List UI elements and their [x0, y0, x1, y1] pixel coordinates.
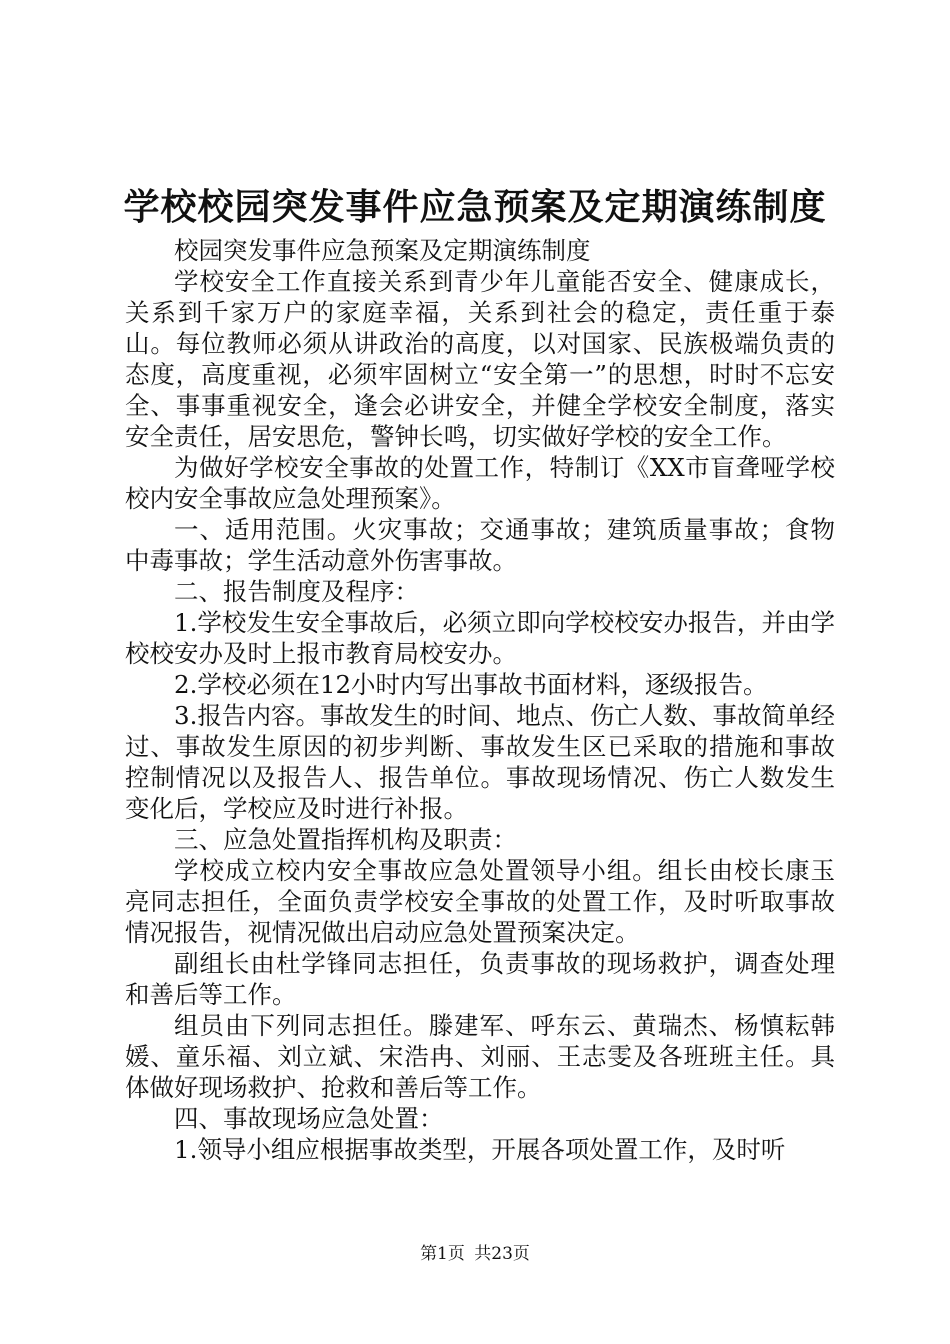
page-footer: [0, 1243, 950, 1265]
page-number: 第1页: [420, 1244, 465, 1264]
paragraph-intro: 学校安全工作直接关系到青少年儿童能否安全、健康成长，关系到千家万户的家庭幸福，关系到社会的稳定，责任重于泰山。每位教师必须从讲政治的高度，以对国家、民族极端负责的态度，高度重视，必须牢固树立“安全第一”的思想，时时不忘安全、事事重视安全，逢会必讲安全，并健全学校安全制度，落实安全责任，居安思危，警钟长鸣，切实做好学校的安全工作。: [125, 267, 835, 451]
paragraph-members: 组员由下列同志担任。滕建军、呼东云、黄瑞杰、杨慎耘韩媛、童乐福、刘立斌、宋浩冉、刘丽、王志雯及各班班主任。具体做好现场救护、抢救和善后等工作。: [125, 1011, 835, 1102]
paragraph-onsite-1: 1.领导小组应根据事故类型，开展各项处置工作，及时听: [174, 1135, 786, 1164]
page-total: 共23页: [474, 1244, 530, 1264]
heading-reporting: 二、报告制度及程序：: [174, 577, 419, 606]
paragraph-subtitle: 校园突发事件应急预案及定期演练制度: [174, 236, 591, 265]
document-body: [125, 235, 835, 1165]
paragraph-report-1: 1.学校发生安全事故后，必须立即向学校校安办报告，并由学校校安办及时上报市教育局校安办。: [125, 608, 835, 668]
paragraph-report-2: 2.学校必须在12小时内写出事故书面材料，逐级报告。: [174, 670, 768, 699]
paragraph-purpose: 为做好学校安全事故的处置工作，特制订《XX市盲聋哑学校校内安全事故应急处理预案》。: [125, 453, 835, 513]
paragraph-report-3: 3.报告内容。事故发生的时间、地点、伤亡人数、事故简单经过、事故发生原因的初步判断、事故发生区已采取的措施和事故控制情况以及报告人、报告单位。事故现场情况、伤亡人数发生变化后，学校应及时进行补报。: [125, 701, 835, 823]
document-title: 学校校园突发事件应急预案及定期演练制度: [123, 186, 827, 228]
heading-command: 三、应急处置指挥机构及职责：: [174, 825, 517, 854]
paragraph-leader: 学校成立校内安全事故应急处置领导小组。组长由校长康玉亮同志担任，全面负责学校安全事故的处置工作，及时听取事故情况报告，视情况做出启动应急处置预案决定。: [125, 856, 835, 947]
heading-onsite: 四、事故现场应急处置：: [174, 1104, 444, 1133]
paragraph-deputy: 副组长由杜学锋同志担任，负责事故的现场救护，调查处理和善后等工作。: [125, 949, 835, 1009]
paragraph-scope: 一、适用范围。火灾事故；交通事故；建筑质量事故；食物中毒事故；学生活动意外伤害事故。: [125, 515, 835, 575]
